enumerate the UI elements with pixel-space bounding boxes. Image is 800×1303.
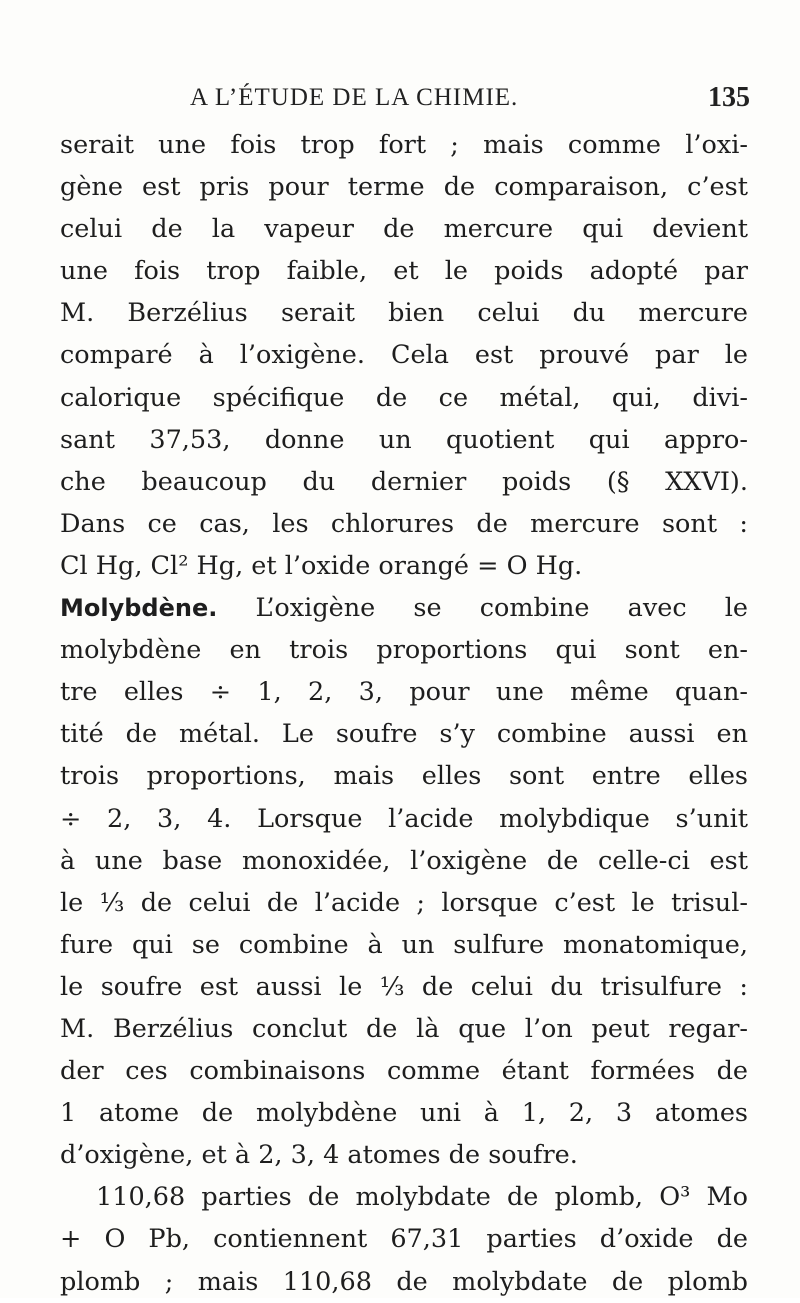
section-heading-molybdene: Molybdène. xyxy=(60,594,218,623)
text-line: + O Pb, contiennent 67,31 parties d’oxide de xyxy=(60,1224,748,1255)
text-line: der ces combinaisons comme étant formées de xyxy=(60,1056,748,1087)
page-number: 135 xyxy=(708,82,750,113)
running-head xyxy=(0,84,800,124)
molybdene-paragraph-start xyxy=(60,587,748,629)
text-line: le ⅓ de celui de l’acide ; lorsque c’est le trisul- xyxy=(60,887,748,918)
text-line: plomb ; mais 110,68 de molybdate de plomb xyxy=(60,1266,748,1297)
text-run: L’oxigène se combine avec le xyxy=(255,593,748,624)
text-line: trois proportions, mais elles sont entre elles xyxy=(60,761,748,792)
text-line: serait une fois trop fort ; mais comme l’oxi- xyxy=(60,130,748,160)
text-line: gène est pris pour terme de comparaison, c’est xyxy=(60,172,748,203)
text-line: calorique spécifique de ce métal, qui, divi- xyxy=(60,382,748,413)
text-line: comparé à l’oxigène. Cela est prouvé par le xyxy=(60,340,748,371)
text-line: d’oxigène, et à 2, 3, 4 atomes de soufre. xyxy=(60,1140,578,1171)
running-title: A L’ÉTUDE DE LA CHIMIE. xyxy=(190,84,519,111)
text-line: tre elles ÷ 1, 2, 3, pour une même quan- xyxy=(60,677,748,708)
text-line: le soufre est aussi le ⅓ de celui du trisulfure : xyxy=(60,971,748,1002)
text-line: M. Berzélius serait bien celui du mercure xyxy=(60,298,748,329)
text-line: Cl Hg, Cl² Hg, et l’oxide orangé = O Hg. xyxy=(60,550,583,581)
text-line: che beaucoup du dernier poids (§ XXVI). xyxy=(60,466,748,497)
text-line: celui de la vapeur de mercure qui devient xyxy=(60,214,748,245)
text-line: ÷ 2, 3, 4. Lorsque l’acide molybdique s’unit xyxy=(60,803,748,834)
text-line: à une base monoxidée, l’oxigène de celle-ci est xyxy=(60,845,748,876)
text-line: 110,68 parties de molybdate de plomb, O³ Mo xyxy=(96,1182,748,1213)
text-line: fure qui se combine à un sulfure monatomique, xyxy=(60,929,748,960)
text-line: tité de métal. Le soufre s’y combine aussi en xyxy=(60,719,748,750)
text-line: M. Berzélius conclut de là que l’on peut regar- xyxy=(60,1013,748,1044)
text-line: 1 atome de molybdène uni à 1, 2, 3 atomes xyxy=(60,1098,748,1129)
text-line: sant 37,53, donne un quotient qui appro- xyxy=(60,424,748,455)
text-line: une fois trop faible, et le poids adopté par xyxy=(60,256,748,287)
text-line: molybdène en trois proportions qui sont en- xyxy=(60,635,748,666)
text-line: Dans ce cas, les chlorures de mercure sont : xyxy=(60,508,748,539)
body-text xyxy=(60,124,748,1303)
